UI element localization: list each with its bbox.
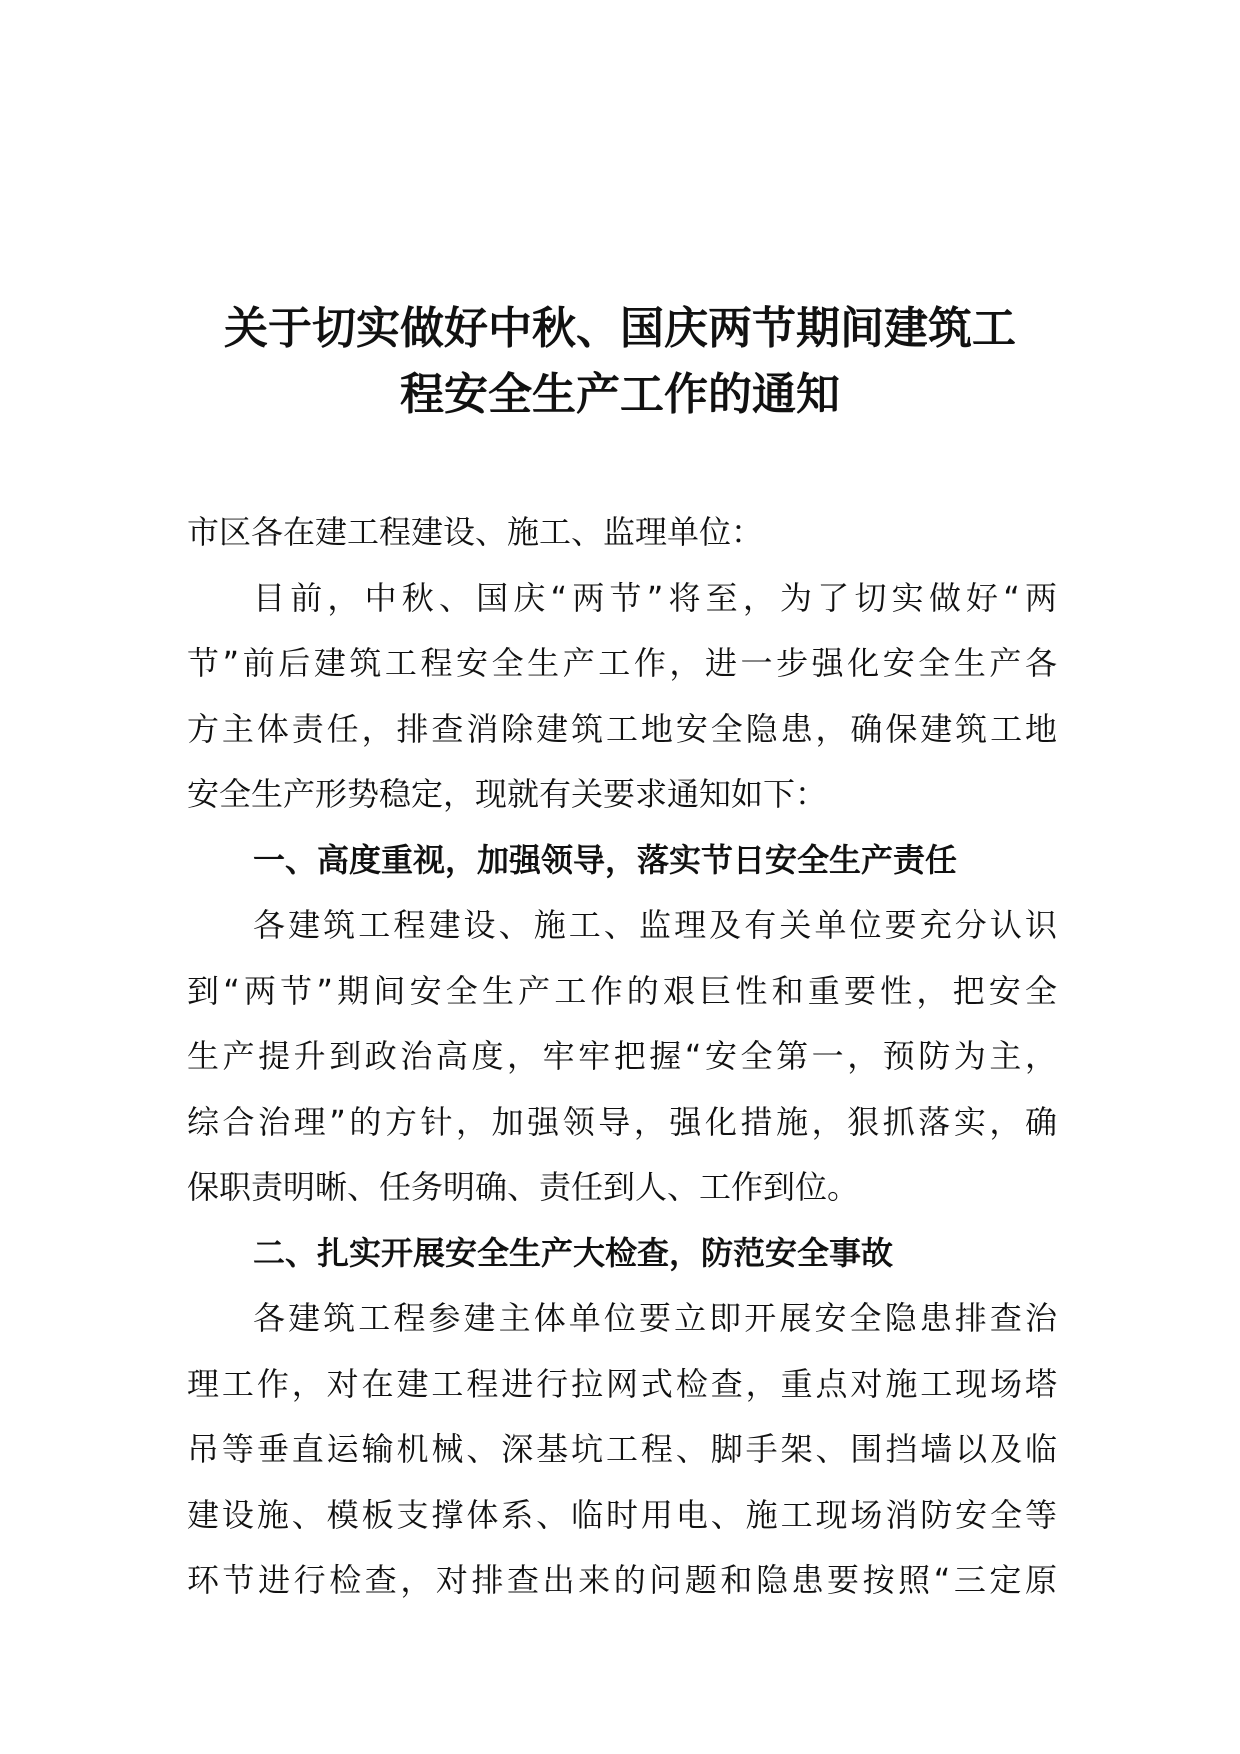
section2-paragraph-line: 理工作，对在建工程进行拉网式检查，重点对施工现场塔 <box>187 1364 1057 1403</box>
document-body <box>187 500 1057 1614</box>
section1-paragraph-line: 到“两节”期间安全生产工作的艰巨性和重要性，把安全 <box>187 971 1057 1010</box>
section2-paragraph-line: 建设施、模板支撑体系、临时用电、施工现场消防安全等 <box>187 1495 1057 1534</box>
section2-paragraph-line: 各建筑工程参建主体单位要立即开展安全隐患排查治 <box>253 1299 1057 1337</box>
section1-paragraph-line: 各建筑工程建设、施工、监理及有关单位要充分认识 <box>253 906 1057 944</box>
intro-paragraph-line: 节”前后建筑工程安全生产工作，进一步强化安全生产各 <box>187 644 1057 682</box>
section-heading-1: 一、高度重视，加强领导，落实节日安全生产责任 <box>253 840 958 879</box>
document-title <box>150 296 1090 428</box>
section2-paragraph-line: 吊等垂直运输机械、深基坑工程、脚手架、围挡墙以及临 <box>187 1430 1057 1468</box>
salutation: 市区各在建工程建设、施工、监理单位： <box>187 513 764 551</box>
section1-paragraph-line: 综合治理”的方针，加强领导，强化措施，狠抓落实，确 <box>187 1102 1057 1141</box>
section2-paragraph-line: 环节进行检查，对排查出来的问题和隐患要按照“三定原 <box>187 1561 1057 1599</box>
title-line: 程安全生产工作的通知 <box>400 369 840 420</box>
section1-paragraph-line: 保职责明晰、任务明确、责任到人、工作到位。 <box>187 1168 860 1206</box>
section1-paragraph-line: 生产提升到政治高度，牢牢把握“安全第一，预防为主， <box>187 1037 1057 1075</box>
title-line: 关于切实做好中秋、国庆两节期间建筑工 <box>224 303 1016 354</box>
section-heading-2: 二、扎实开展安全生产大检查，防范安全事故 <box>253 1233 894 1272</box>
intro-paragraph-line: 安全生产形势稳定，现就有关要求通知如下： <box>187 775 828 813</box>
intro-paragraph-line: 目前，中秋、国庆“两节”将至，为了切实做好“两 <box>253 578 1057 617</box>
intro-paragraph-line: 方主体责任，排查消除建筑工地安全隐患，确保建筑工地 <box>187 709 1057 748</box>
